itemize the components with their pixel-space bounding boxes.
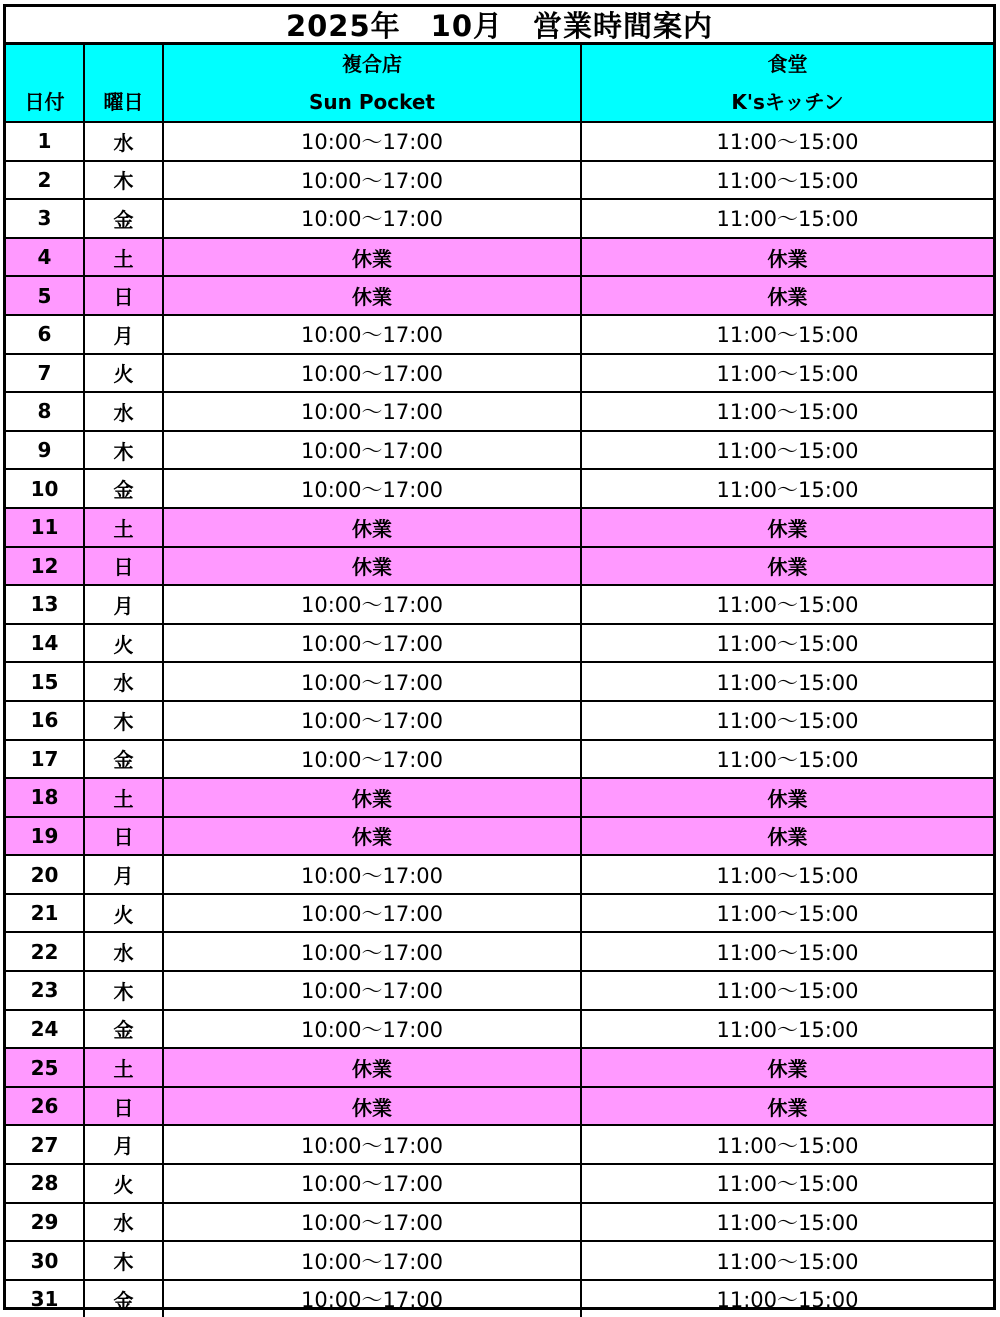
date-cell: 27 [6, 1125, 84, 1164]
table-row [6, 662, 993, 701]
weekday-cell: 月 [84, 315, 163, 354]
table-row [6, 122, 993, 161]
store1-hours-cell: 10:00～17:00 [163, 1241, 581, 1280]
weekday-cell: 金 [84, 1010, 163, 1049]
table-row [6, 585, 993, 624]
hours-table [6, 45, 993, 1317]
date-cell: 30 [6, 1241, 84, 1280]
store1-type: 複合店 [342, 52, 402, 76]
store1-hours-cell: 10:00～17:00 [163, 315, 581, 354]
store1-hours-cell: 10:00～17:00 [163, 1010, 581, 1049]
date-cell: 8 [6, 392, 84, 431]
store1-hours-cell: 休業 [163, 817, 581, 856]
table-row [6, 1203, 993, 1242]
store2-type: 食堂 [767, 52, 808, 76]
date-cell: 15 [6, 662, 84, 701]
date-cell: 6 [6, 315, 84, 354]
store1-hours-cell: 10:00～17:00 [163, 122, 581, 161]
date-cell: 12 [6, 547, 84, 586]
table-row [6, 778, 993, 817]
date-cell: 21 [6, 894, 84, 933]
weekday-cell: 日 [84, 276, 163, 315]
date-cell: 29 [6, 1203, 84, 1242]
weekday-cell: 月 [84, 1125, 163, 1164]
store1-hours-cell: 10:00～17:00 [163, 662, 581, 701]
date-cell: 16 [6, 701, 84, 740]
weekday-cell: 金 [84, 199, 163, 238]
store1-hours-cell: 休業 [163, 778, 581, 817]
table-row [6, 932, 993, 971]
store2-hours-cell: 11:00～15:00 [581, 1241, 993, 1280]
weekday-cell: 木 [84, 1241, 163, 1280]
weekday-cell: 木 [84, 161, 163, 200]
weekday-cell: 日 [84, 1087, 163, 1126]
store1-hours-cell: 10:00～17:00 [163, 585, 581, 624]
date-cell: 4 [6, 238, 84, 277]
table-row [6, 894, 993, 933]
store2-hours-cell: 11:00～15:00 [581, 354, 993, 393]
weekday-cell: 水 [84, 1203, 163, 1242]
weekday-cell: 木 [84, 431, 163, 470]
weekday-cell: 水 [84, 122, 163, 161]
weekday-cell: 土 [84, 508, 163, 547]
store2-hours-cell: 11:00～15:00 [581, 469, 993, 508]
header-date: 日付 [6, 45, 84, 122]
weekday-cell: 水 [84, 932, 163, 971]
table-row [6, 740, 993, 779]
table-row [6, 508, 993, 547]
schedule-sheet [3, 4, 996, 1313]
weekday-cell: 火 [84, 1164, 163, 1203]
date-cell: 5 [6, 276, 84, 315]
date-cell: 25 [6, 1048, 84, 1087]
date-cell: 26 [6, 1087, 84, 1126]
table-row [6, 469, 993, 508]
store1-hours-cell: 10:00～17:00 [163, 855, 581, 894]
table-row [6, 161, 993, 200]
date-cell: 2 [6, 161, 84, 200]
store2-hours-cell: 休業 [581, 817, 993, 856]
store2-hours-cell: 11:00～15:00 [581, 894, 993, 933]
table-row [6, 855, 993, 894]
date-cell: 7 [6, 354, 84, 393]
table-row [6, 199, 993, 238]
date-cell: 9 [6, 431, 84, 470]
weekday-cell: 月 [84, 585, 163, 624]
store1-hours-cell: 10:00～17:00 [163, 161, 581, 200]
table-row [6, 547, 993, 586]
date-cell: 11 [6, 508, 84, 547]
date-cell: 23 [6, 971, 84, 1010]
date-cell: 24 [6, 1010, 84, 1049]
store1-hours-cell: 10:00～17:00 [163, 392, 581, 431]
date-cell: 20 [6, 855, 84, 894]
table-row [6, 1087, 993, 1126]
date-cell: 17 [6, 740, 84, 779]
header-store1 [163, 45, 581, 122]
date-cell: 18 [6, 778, 84, 817]
store1-hours-cell: 10:00～17:00 [163, 701, 581, 740]
store2-hours-cell: 11:00～15:00 [581, 585, 993, 624]
weekday-cell: 火 [84, 624, 163, 663]
weekday-cell: 日 [84, 547, 163, 586]
store2-hours-cell: 休業 [581, 238, 993, 277]
store2-hours-cell: 休業 [581, 508, 993, 547]
weekday-cell: 金 [84, 1280, 163, 1317]
store2-hours-cell: 11:00～15:00 [581, 701, 993, 740]
store1-hours-cell: 休業 [163, 547, 581, 586]
table-row [6, 1010, 993, 1049]
store1-hours-cell: 10:00～17:00 [163, 1280, 581, 1317]
store2-hours-cell: 休業 [581, 1048, 993, 1087]
table-row [6, 1048, 993, 1087]
store2-hours-cell: 11:00～15:00 [581, 315, 993, 354]
store2-name: K'sキッチン [731, 90, 844, 114]
store1-hours-cell: 10:00～17:00 [163, 469, 581, 508]
date-cell: 28 [6, 1164, 84, 1203]
store1-hours-cell: 10:00～17:00 [163, 624, 581, 663]
table-row [6, 817, 993, 856]
header-store2 [581, 45, 993, 122]
store2-hours-cell: 11:00～15:00 [581, 122, 993, 161]
store1-hours-cell: 10:00～17:00 [163, 894, 581, 933]
date-cell: 13 [6, 585, 84, 624]
store1-name: Sun Pocket [309, 90, 435, 114]
store2-hours-cell: 11:00～15:00 [581, 392, 993, 431]
table-row [6, 701, 993, 740]
weekday-cell: 木 [84, 971, 163, 1010]
date-cell: 22 [6, 932, 84, 971]
weekday-cell: 土 [84, 1048, 163, 1087]
store2-hours-cell: 11:00～15:00 [581, 662, 993, 701]
table-row [6, 1241, 993, 1280]
header-weekday: 曜日 [84, 45, 163, 122]
store1-hours-cell: 10:00～17:00 [163, 932, 581, 971]
store2-hours-cell: 11:00～15:00 [581, 932, 993, 971]
store2-hours-cell: 休業 [581, 547, 993, 586]
store1-hours-cell: 休業 [163, 1048, 581, 1087]
table-row [6, 1164, 993, 1203]
store1-hours-cell: 10:00～17:00 [163, 1164, 581, 1203]
weekday-cell: 土 [84, 238, 163, 277]
store1-hours-cell: 休業 [163, 238, 581, 277]
store1-hours-cell: 10:00～17:00 [163, 1125, 581, 1164]
weekday-cell: 金 [84, 469, 163, 508]
store1-hours-cell: 10:00～17:00 [163, 431, 581, 470]
date-cell: 10 [6, 469, 84, 508]
weekday-cell: 火 [84, 354, 163, 393]
date-cell: 1 [6, 122, 84, 161]
store2-hours-cell: 11:00～15:00 [581, 199, 993, 238]
weekday-cell: 金 [84, 740, 163, 779]
store2-hours-cell: 11:00～15:00 [581, 161, 993, 200]
table-row [6, 315, 993, 354]
store2-hours-cell: 11:00～15:00 [581, 740, 993, 779]
store2-hours-cell: 11:00～15:00 [581, 1125, 993, 1164]
table-row [6, 354, 993, 393]
table-row [6, 276, 993, 315]
table-row [6, 624, 993, 663]
date-cell: 3 [6, 199, 84, 238]
store2-hours-cell: 11:00～15:00 [581, 855, 993, 894]
store2-hours-cell: 11:00～15:00 [581, 431, 993, 470]
store2-hours-cell: 11:00～15:00 [581, 624, 993, 663]
weekday-cell: 日 [84, 817, 163, 856]
store2-hours-cell: 休業 [581, 778, 993, 817]
weekday-cell: 月 [84, 855, 163, 894]
store2-hours-cell: 11:00～15:00 [581, 1280, 993, 1317]
store2-hours-cell: 11:00～15:00 [581, 971, 993, 1010]
store2-hours-cell: 11:00～15:00 [581, 1203, 993, 1242]
store2-hours-cell: 休業 [581, 1087, 993, 1126]
date-cell: 19 [6, 817, 84, 856]
store1-hours-cell: 10:00～17:00 [163, 971, 581, 1010]
weekday-cell: 水 [84, 662, 163, 701]
store1-hours-cell: 10:00～17:00 [163, 740, 581, 779]
date-cell: 14 [6, 624, 84, 663]
weekday-cell: 火 [84, 894, 163, 933]
date-cell: 31 [6, 1280, 84, 1317]
table-row [6, 1125, 993, 1164]
page-title: 2025年 10月 営業時間案内 [6, 7, 993, 45]
weekday-cell: 土 [84, 778, 163, 817]
table-row [6, 971, 993, 1010]
table-row [6, 392, 993, 431]
table-row [6, 1280, 993, 1317]
store1-hours-cell: 休業 [163, 508, 581, 547]
weekday-cell: 木 [84, 701, 163, 740]
store1-hours-cell: 10:00～17:00 [163, 354, 581, 393]
store1-hours-cell: 10:00～17:00 [163, 1203, 581, 1242]
store1-hours-cell: 10:00～17:00 [163, 199, 581, 238]
store1-hours-cell: 休業 [163, 1087, 581, 1126]
header-row [6, 45, 993, 122]
table-row [6, 431, 993, 470]
store1-hours-cell: 休業 [163, 276, 581, 315]
store2-hours-cell: 11:00～15:00 [581, 1164, 993, 1203]
weekday-cell: 水 [84, 392, 163, 431]
table-row [6, 238, 993, 277]
store2-hours-cell: 休業 [581, 276, 993, 315]
store2-hours-cell: 11:00～15:00 [581, 1010, 993, 1049]
